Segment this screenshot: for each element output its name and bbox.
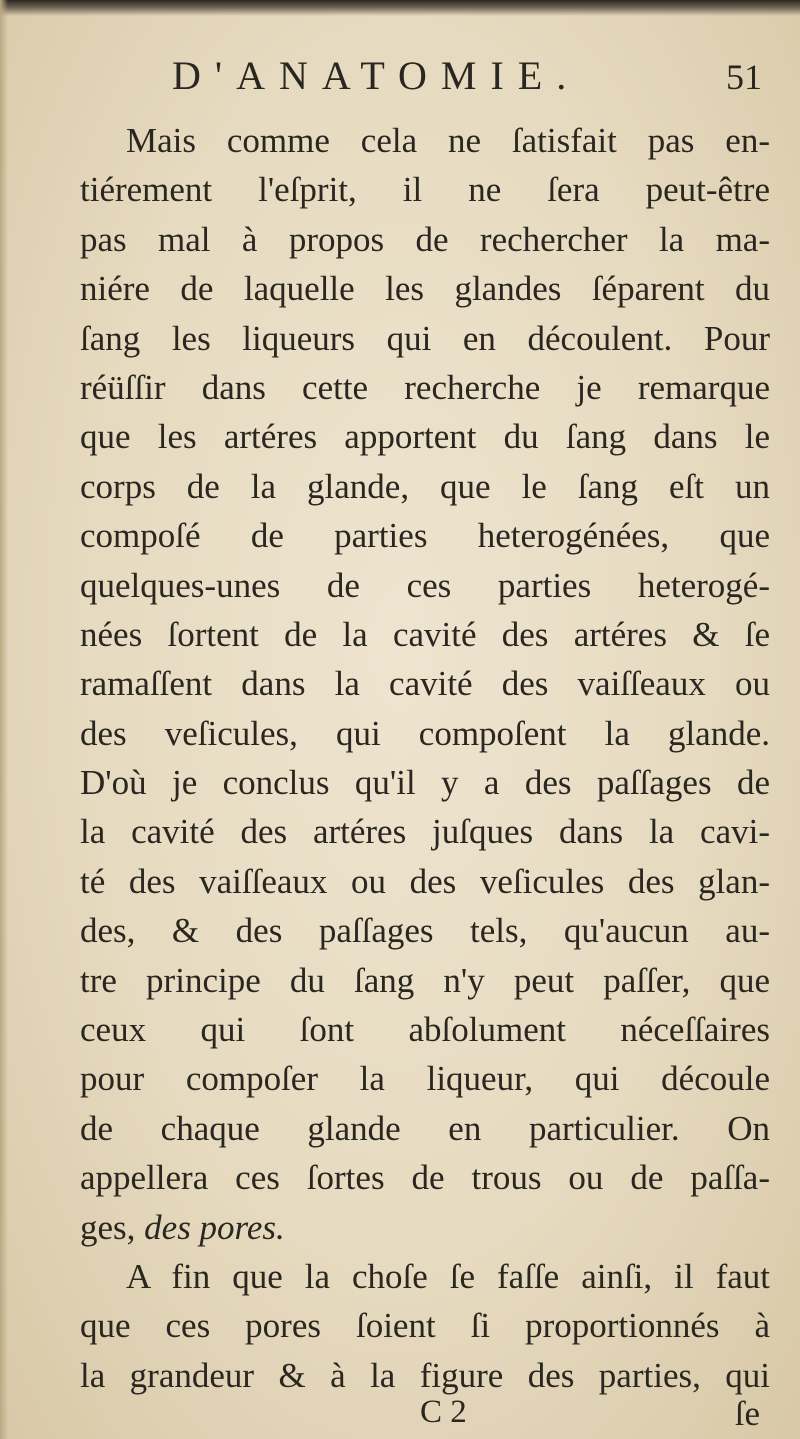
text-line: niére de laquelle les glandes ſéparent du	[80, 269, 770, 309]
text-line: corps de la glande, que le ſang eſt un	[80, 466, 770, 506]
text-line: ceux qui ſont abſolument néceſſaires	[80, 1010, 770, 1050]
page-number: 51	[726, 57, 762, 97]
body-text	[80, 116, 770, 1400]
text-line: des, & des paſſages tels, qu'aucun au-	[80, 911, 770, 951]
text-line: de chaque glande en particulier. On	[80, 1108, 770, 1148]
page-gutter-shadow	[0, 0, 8, 1439]
running-head-title: D'ANATOMIE.	[172, 53, 581, 98]
catchword: ſe	[734, 1394, 760, 1433]
text-line: tre principe du ſang n'y peut paſſer, que	[80, 960, 770, 1000]
text-line: la cavité des artéres juſques dans la cavi-	[80, 812, 770, 852]
text-line: ramaſſent dans la cavité des vaiſſeaux ou	[80, 664, 770, 704]
text-line: té des vaiſſeaux ou des veſicules des glan-	[80, 861, 770, 901]
text-line: appellera ces ſortes de trous ou de paſſa-	[80, 1158, 770, 1198]
text-line: que ces pores ſoient ſi proportionnés à	[80, 1306, 770, 1346]
running-head	[80, 52, 770, 108]
text-line: des veſicules, qui compoſent la glande.	[80, 713, 770, 753]
text-line: Mais comme cela ne ſatisfait pas en-	[126, 121, 770, 160]
text-line: compoſé de parties heterogénées, que	[80, 516, 770, 556]
text-line-plain: ges,	[80, 1207, 145, 1247]
text-line-last-of-paragraph	[80, 1203, 770, 1252]
text-line: tiérement l'eſprit, il ne ſera peut-être	[80, 170, 770, 210]
text-line: pas mal à propos de rechercher la ma-	[80, 219, 770, 259]
text-line: la grandeur & à la figure des parties, qui	[80, 1355, 770, 1395]
italic-term: des pores.	[144, 1207, 285, 1247]
text-line: A fin que la choſe ſe faſſe ainſi, il faut	[126, 1256, 770, 1296]
text-line: D'où je conclus qu'il y a des paſſages de	[80, 763, 770, 803]
signature-mark: C 2	[420, 1394, 467, 1430]
text-line: réüſſir dans cette recherche je remarque	[80, 367, 770, 407]
page-top-edge	[0, 0, 800, 16]
text-line: quelques-unes de ces parties heterogé-	[80, 565, 770, 605]
text-line: que les artéres apportent du ſang dans le	[80, 417, 770, 457]
text-line: ſang les liqueurs qui en découlent. Pour	[80, 318, 770, 358]
text-line: pour compoſer la liqueur, qui découle	[80, 1059, 770, 1099]
text-line: nées ſortent de la cavité des artéres & ſe	[80, 614, 770, 654]
